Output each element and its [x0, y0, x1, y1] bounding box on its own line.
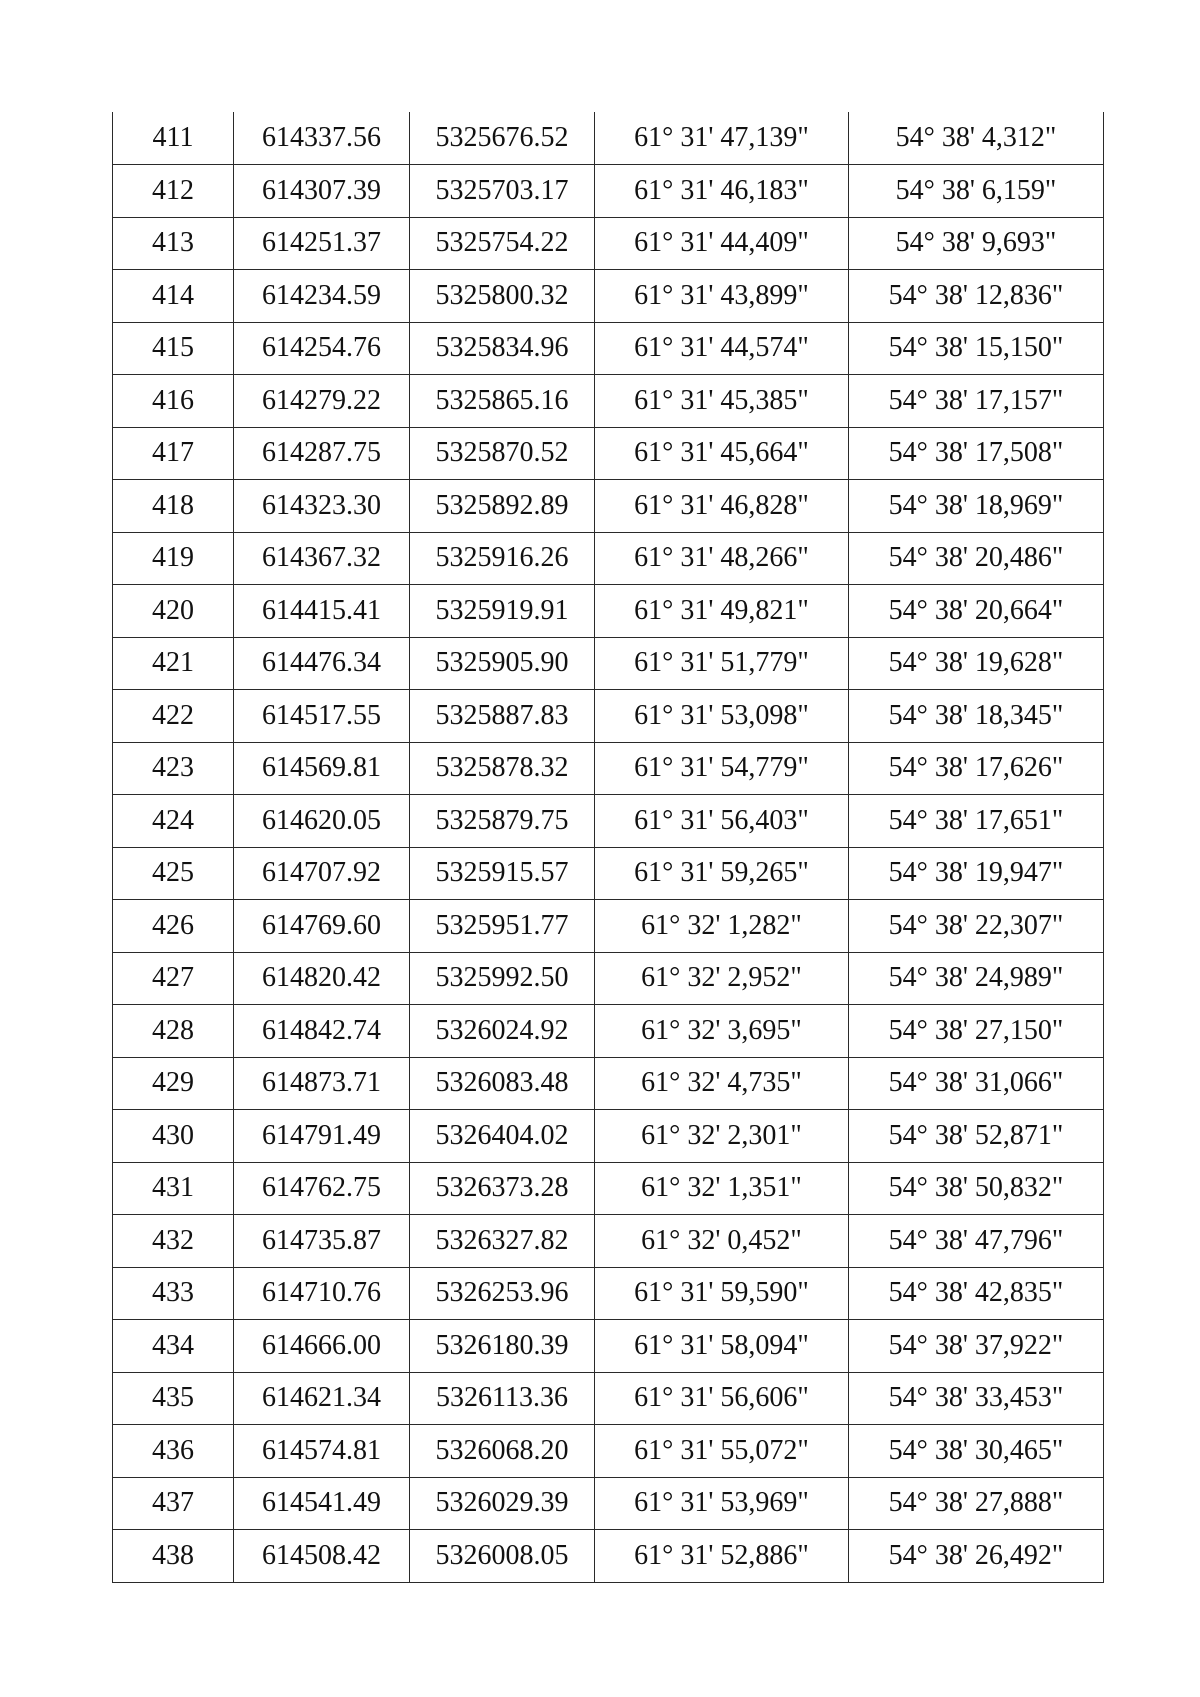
dms-coord-a-cell: 61° 32' 2,952": [595, 952, 849, 1005]
dms-coord-a-cell: 61° 31' 59,590": [595, 1267, 849, 1320]
coord-x-cell: 614541.49: [234, 1477, 410, 1530]
coord-y-cell: 5325992.50: [410, 952, 595, 1005]
dms-coord-a-cell: 61° 31' 58,094": [595, 1320, 849, 1373]
point-number-cell: 434: [113, 1320, 234, 1373]
table-row: [113, 795, 1104, 848]
table-row: [113, 480, 1104, 533]
coord-x-cell: 614873.71: [234, 1057, 410, 1110]
coord-y-cell: 5325915.57: [410, 847, 595, 900]
dms-coord-b-cell: 54° 38' 18,969": [849, 480, 1104, 533]
table-row: [113, 532, 1104, 585]
dms-coord-b-cell: 54° 38' 47,796": [849, 1215, 1104, 1268]
dms-coord-a-cell: 61° 31' 44,574": [595, 322, 849, 375]
table-row: [113, 900, 1104, 953]
dms-coord-a-cell: 61° 31' 53,098": [595, 690, 849, 743]
dms-coord-b-cell: 54° 38' 9,693": [849, 217, 1104, 270]
table-row: [113, 742, 1104, 795]
table-row: [113, 165, 1104, 218]
coord-y-cell: 5325870.52: [410, 427, 595, 480]
coord-x-cell: 614307.39: [234, 165, 410, 218]
dms-coord-a-cell: 61° 31' 56,403": [595, 795, 849, 848]
coord-x-cell: 614476.34: [234, 637, 410, 690]
coord-y-cell: 5326068.20: [410, 1425, 595, 1478]
dms-coord-b-cell: 54° 38' 30,465": [849, 1425, 1104, 1478]
coord-y-cell: 5325892.89: [410, 480, 595, 533]
dms-coord-a-cell: 61° 32' 0,452": [595, 1215, 849, 1268]
coord-y-cell: 5325703.17: [410, 165, 595, 218]
dms-coord-a-cell: 61° 31' 46,183": [595, 165, 849, 218]
point-number-cell: 429: [113, 1057, 234, 1110]
coord-x-cell: 614367.32: [234, 532, 410, 585]
dms-coord-b-cell: 54° 38' 17,508": [849, 427, 1104, 480]
coord-x-cell: 614666.00: [234, 1320, 410, 1373]
coord-y-cell: 5326113.36: [410, 1372, 595, 1425]
dms-coord-b-cell: 54° 38' 18,345": [849, 690, 1104, 743]
dms-coord-b-cell: 54° 38' 50,832": [849, 1162, 1104, 1215]
table-row: [113, 217, 1104, 270]
coord-y-cell: 5326083.48: [410, 1057, 595, 1110]
coord-x-cell: 614569.81: [234, 742, 410, 795]
coord-x-cell: 614508.42: [234, 1530, 410, 1583]
dms-coord-a-cell: 61° 32' 1,351": [595, 1162, 849, 1215]
coord-y-cell: 5325951.77: [410, 900, 595, 953]
coord-x-cell: 614279.22: [234, 375, 410, 428]
dms-coord-a-cell: 61° 31' 54,779": [595, 742, 849, 795]
point-number-cell: 430: [113, 1110, 234, 1163]
dms-coord-a-cell: 61° 31' 46,828": [595, 480, 849, 533]
point-number-cell: 423: [113, 742, 234, 795]
dms-coord-a-cell: 61° 31' 45,664": [595, 427, 849, 480]
coord-x-cell: 614842.74: [234, 1005, 410, 1058]
coord-x-cell: 614287.75: [234, 427, 410, 480]
coord-y-cell: 5325834.96: [410, 322, 595, 375]
coord-x-cell: 614254.76: [234, 322, 410, 375]
point-number-cell: 427: [113, 952, 234, 1005]
dms-coord-a-cell: 61° 31' 48,266": [595, 532, 849, 585]
coord-x-cell: 614621.34: [234, 1372, 410, 1425]
table-row: [113, 1425, 1104, 1478]
coord-x-cell: 614769.60: [234, 900, 410, 953]
point-number-cell: 432: [113, 1215, 234, 1268]
coord-x-cell: 614251.37: [234, 217, 410, 270]
point-number-cell: 411: [113, 112, 234, 165]
dms-coord-b-cell: 54° 38' 42,835": [849, 1267, 1104, 1320]
table-row: [113, 1110, 1104, 1163]
dms-coord-a-cell: 61° 31' 49,821": [595, 585, 849, 638]
dms-coord-b-cell: 54° 38' 33,453": [849, 1372, 1104, 1425]
dms-coord-b-cell: 54° 38' 4,312": [849, 112, 1104, 165]
coord-y-cell: 5326253.96: [410, 1267, 595, 1320]
table-row: [113, 270, 1104, 323]
coord-x-cell: 614323.30: [234, 480, 410, 533]
table-row: [113, 1372, 1104, 1425]
dms-coord-a-cell: 61° 31' 56,606": [595, 1372, 849, 1425]
coord-y-cell: 5325879.75: [410, 795, 595, 848]
table-row: [113, 1005, 1104, 1058]
dms-coord-a-cell: 61° 31' 53,969": [595, 1477, 849, 1530]
table-row: [113, 1530, 1104, 1583]
coord-x-cell: 614574.81: [234, 1425, 410, 1478]
table-row: [113, 690, 1104, 743]
coordinates-table: [112, 112, 1104, 1583]
coord-x-cell: 614762.75: [234, 1162, 410, 1215]
dms-coord-a-cell: 61° 32' 4,735": [595, 1057, 849, 1110]
coord-y-cell: 5325905.90: [410, 637, 595, 690]
point-number-cell: 424: [113, 795, 234, 848]
dms-coord-a-cell: 61° 31' 55,072": [595, 1425, 849, 1478]
dms-coord-b-cell: 54° 38' 26,492": [849, 1530, 1104, 1583]
table-row: [113, 112, 1104, 165]
coord-y-cell: 5326373.28: [410, 1162, 595, 1215]
table-row: [113, 1267, 1104, 1320]
coord-y-cell: 5325754.22: [410, 217, 595, 270]
dms-coord-a-cell: 61° 31' 43,899": [595, 270, 849, 323]
dms-coord-b-cell: 54° 38' 15,150": [849, 322, 1104, 375]
dms-coord-a-cell: 61° 31' 44,409": [595, 217, 849, 270]
dms-coord-a-cell: 61° 32' 2,301": [595, 1110, 849, 1163]
coord-y-cell: 5326029.39: [410, 1477, 595, 1530]
point-number-cell: 431: [113, 1162, 234, 1215]
point-number-cell: 438: [113, 1530, 234, 1583]
point-number-cell: 415: [113, 322, 234, 375]
point-number-cell: 414: [113, 270, 234, 323]
dms-coord-b-cell: 54° 38' 20,664": [849, 585, 1104, 638]
dms-coord-b-cell: 54° 38' 17,651": [849, 795, 1104, 848]
point-number-cell: 428: [113, 1005, 234, 1058]
table-row: [113, 637, 1104, 690]
coord-x-cell: 614710.76: [234, 1267, 410, 1320]
coord-x-cell: 614820.42: [234, 952, 410, 1005]
dms-coord-a-cell: 61° 31' 51,779": [595, 637, 849, 690]
coord-y-cell: 5325916.26: [410, 532, 595, 585]
dms-coord-b-cell: 54° 38' 19,628": [849, 637, 1104, 690]
dms-coord-b-cell: 54° 38' 6,159": [849, 165, 1104, 218]
point-number-cell: 426: [113, 900, 234, 953]
point-number-cell: 413: [113, 217, 234, 270]
point-number-cell: 437: [113, 1477, 234, 1530]
coord-y-cell: 5325878.32: [410, 742, 595, 795]
dms-coord-a-cell: 61° 32' 1,282": [595, 900, 849, 953]
dms-coord-b-cell: 54° 38' 31,066": [849, 1057, 1104, 1110]
dms-coord-a-cell: 61° 31' 52,886": [595, 1530, 849, 1583]
table-row: [113, 1215, 1104, 1268]
dms-coord-a-cell: 61° 31' 59,265": [595, 847, 849, 900]
point-number-cell: 422: [113, 690, 234, 743]
point-number-cell: 436: [113, 1425, 234, 1478]
coord-y-cell: 5325800.32: [410, 270, 595, 323]
dms-coord-b-cell: 54° 38' 52,871": [849, 1110, 1104, 1163]
dms-coord-b-cell: 54° 38' 27,150": [849, 1005, 1104, 1058]
coord-y-cell: 5326008.05: [410, 1530, 595, 1583]
coord-y-cell: 5325676.52: [410, 112, 595, 165]
dms-coord-b-cell: 54° 38' 27,888": [849, 1477, 1104, 1530]
point-number-cell: 417: [113, 427, 234, 480]
point-number-cell: 420: [113, 585, 234, 638]
point-number-cell: 416: [113, 375, 234, 428]
dms-coord-b-cell: 54° 38' 20,486": [849, 532, 1104, 585]
coord-y-cell: 5326024.92: [410, 1005, 595, 1058]
point-number-cell: 435: [113, 1372, 234, 1425]
table-row: [113, 1162, 1104, 1215]
coord-x-cell: 614337.56: [234, 112, 410, 165]
dms-coord-b-cell: 54° 38' 19,947": [849, 847, 1104, 900]
dms-coord-a-cell: 61° 32' 3,695": [595, 1005, 849, 1058]
coord-y-cell: 5325887.83: [410, 690, 595, 743]
point-number-cell: 433: [113, 1267, 234, 1320]
coord-x-cell: 614517.55: [234, 690, 410, 743]
dms-coord-b-cell: 54° 38' 12,836": [849, 270, 1104, 323]
point-number-cell: 425: [113, 847, 234, 900]
coord-x-cell: 614620.05: [234, 795, 410, 848]
table-row: [113, 1320, 1104, 1373]
point-number-cell: 419: [113, 532, 234, 585]
coord-x-cell: 614234.59: [234, 270, 410, 323]
coord-x-cell: 614791.49: [234, 1110, 410, 1163]
coord-y-cell: 5325865.16: [410, 375, 595, 428]
coord-x-cell: 614415.41: [234, 585, 410, 638]
coord-x-cell: 614735.87: [234, 1215, 410, 1268]
coord-x-cell: 614707.92: [234, 847, 410, 900]
coord-y-cell: 5326180.39: [410, 1320, 595, 1373]
coord-y-cell: 5326404.02: [410, 1110, 595, 1163]
dms-coord-b-cell: 54° 38' 37,922": [849, 1320, 1104, 1373]
dms-coord-a-cell: 61° 31' 45,385": [595, 375, 849, 428]
dms-coord-b-cell: 54° 38' 22,307": [849, 900, 1104, 953]
table-row: [113, 847, 1104, 900]
table-row: [113, 1057, 1104, 1110]
point-number-cell: 412: [113, 165, 234, 218]
point-number-cell: 421: [113, 637, 234, 690]
point-number-cell: 418: [113, 480, 234, 533]
table-row: [113, 585, 1104, 638]
dms-coord-b-cell: 54° 38' 24,989": [849, 952, 1104, 1005]
dms-coord-a-cell: 61° 31' 47,139": [595, 112, 849, 165]
coord-y-cell: 5326327.82: [410, 1215, 595, 1268]
table-row: [113, 1477, 1104, 1530]
coord-y-cell: 5325919.91: [410, 585, 595, 638]
table-row: [113, 427, 1104, 480]
table-row: [113, 375, 1104, 428]
dms-coord-b-cell: 54° 38' 17,626": [849, 742, 1104, 795]
dms-coord-b-cell: 54° 38' 17,157": [849, 375, 1104, 428]
table-row: [113, 322, 1104, 375]
table-row: [113, 952, 1104, 1005]
